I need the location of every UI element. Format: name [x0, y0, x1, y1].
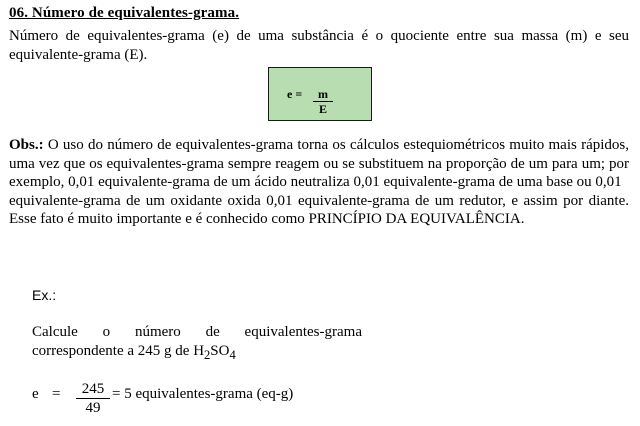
example-line-2: [32, 342, 362, 365]
obs-line-2: equivalente-grama de um oxidante oxida 0,01 equivalente-grama de um redutor, e assim por diante. Esse fato é muito importante e é conhecido como PRINCÍPIO DA EQUIVALÊNCIA.: [9, 192, 629, 227]
subscript-2: 2: [204, 348, 211, 362]
result-denominator: 49: [85, 400, 101, 416]
example-line-2-so: SO: [210, 343, 230, 359]
formula-box: [268, 67, 372, 121]
result-e: e: [32, 386, 39, 402]
intro-paragraph: Número de equivalentes-grama (e) de uma substância é o quociente entre sua massa (m) e seu equivalente-grama (E).: [9, 28, 629, 63]
formula-lhs: e =: [287, 87, 303, 101]
section-title: 06. Número de equivalentes-grama.: [9, 5, 240, 21]
obs-label: Obs.:: [9, 137, 44, 153]
result-equals: =: [52, 386, 61, 402]
example-label: Ex.:: [32, 287, 57, 303]
example-line-1: Calcule o número de equivalentes-grama: [32, 324, 362, 340]
obs-line-1: O uso do número de equivalentes-grama torna os cálculos estequiométricos muito mais rápidos, uma vez que os equivalentes-grama sempre reagem ou se substituem na proporção de um para um; por exemplo, 0,01 equivalente-grama de um ácido neutraliza 0,01 equivalente-grama de uma base ou 0,01: [9, 137, 629, 190]
result-value: = 5 equivalentes-grama (eq-g): [112, 386, 294, 402]
subscript-4: 4: [229, 348, 236, 362]
formula-fraction: [313, 87, 333, 117]
result-numerator: 245: [76, 381, 110, 399]
formula-numerator: m: [313, 87, 333, 102]
formula-denominator: E: [318, 102, 327, 116]
obs-paragraph: [9, 136, 629, 229]
example-statement: [32, 323, 362, 365]
example-line-2-text: correspondente a 245 g de H: [32, 343, 205, 359]
result-fraction: [76, 381, 110, 417]
